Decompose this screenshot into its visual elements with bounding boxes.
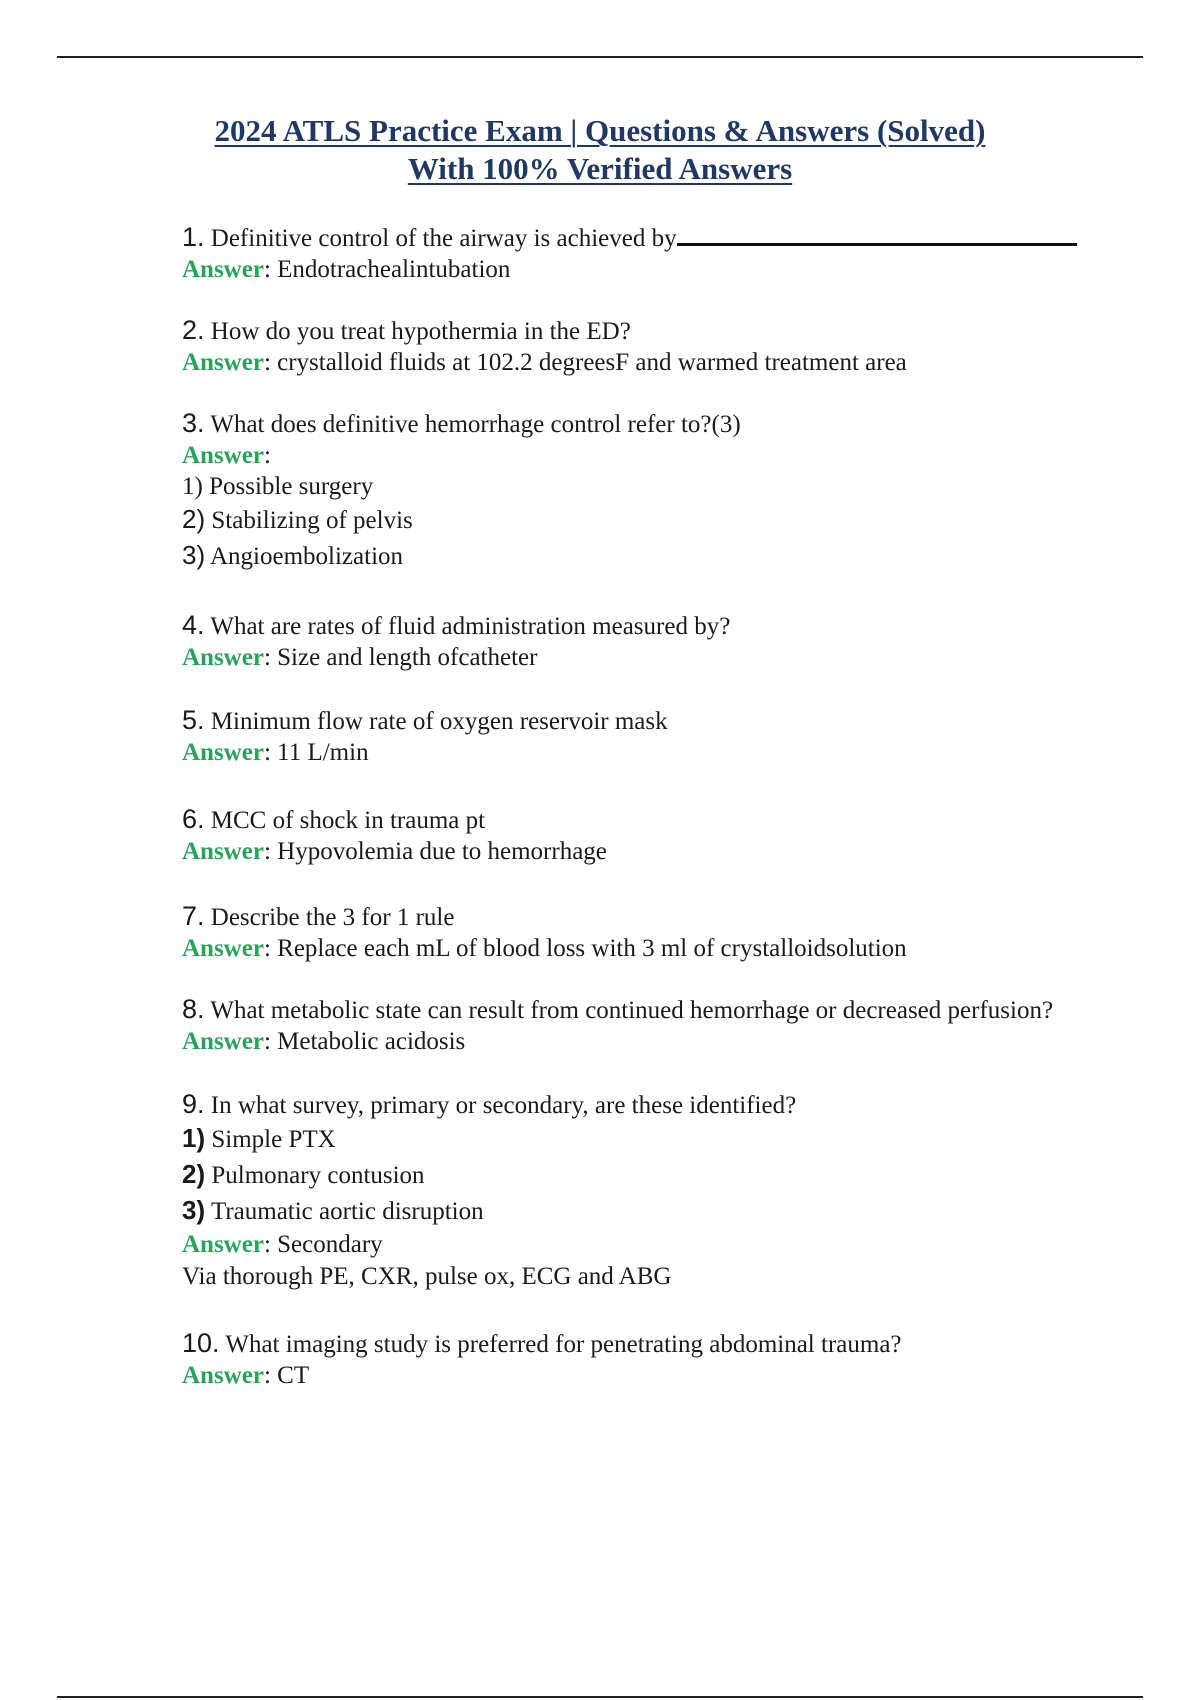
answer-item-number: 3) — [182, 540, 206, 570]
question-text: How do you treat hypothermia in the ED? — [210, 318, 631, 345]
answer-text: Endotrachealintubation — [277, 256, 511, 283]
question-number: 8. — [182, 994, 205, 1024]
answer-item-2 — [182, 502, 1142, 538]
question-6 — [182, 804, 1142, 836]
qa-item-7 — [182, 901, 1142, 964]
answer-text: Size and length ofcatheter — [277, 644, 538, 671]
qa-item-1 — [182, 222, 1142, 285]
answer-label: Answer — [182, 442, 264, 469]
answer-text: crystalloid fluids at 102.2 degreesF and warmed treatment area — [277, 349, 907, 376]
answer-text: CT — [277, 1362, 310, 1389]
question-text: What does definitive hemorrhage control refer to?(3) — [210, 411, 741, 438]
answer-label: Answer — [182, 935, 264, 962]
answer-label: Answer — [182, 1028, 264, 1055]
answer-item-text: Stabilizing of pelvis — [211, 507, 413, 534]
question-item-text: Simple PTX — [211, 1126, 336, 1153]
answer-text: Secondary — [277, 1231, 383, 1258]
answer-item-text: Angioembolization — [210, 543, 404, 570]
question-5 — [182, 705, 1142, 737]
answer-label: Answer — [182, 644, 264, 671]
question-3 — [182, 408, 1142, 440]
question-text: What are rates of fluid administration measured by? — [210, 613, 731, 640]
answer-label: Answer — [182, 256, 264, 283]
question-item-text: Traumatic aortic disruption — [210, 1198, 484, 1225]
question-number: 10. — [182, 1328, 220, 1358]
question-7 — [182, 901, 1142, 933]
question-text: In what survey, primary or secondary, are these identified? — [210, 1092, 797, 1119]
question-number: 5. — [182, 705, 205, 735]
question-text: Describe the 3 for 1 rule — [210, 904, 455, 931]
title-line-2: With 100% Verified Answers — [407, 151, 793, 186]
question-item-number: 1) — [182, 1123, 206, 1153]
qa-item-5 — [182, 705, 1142, 768]
question-item-2 — [182, 1157, 1142, 1193]
answer-6: Answer: Hypovolemia due to hemorrhage — [182, 838, 607, 865]
answer-8: Answer: Metabolic acidosis — [182, 1028, 466, 1055]
question-text: Definitive control of the airway is achieved by — [210, 225, 677, 252]
answer-text: Hypovolemia due to hemorrhage — [277, 838, 607, 865]
qa-item-4 — [182, 610, 1142, 673]
qa-item-2 — [182, 315, 1142, 378]
question-1 — [182, 222, 1142, 254]
question-item-1 — [182, 1121, 1142, 1157]
document-title — [0, 112, 1200, 188]
answer-9: Answer: Secondary — [182, 1231, 383, 1258]
answer-label: Answer — [182, 838, 264, 865]
question-4 — [182, 610, 1142, 642]
question-text: What imaging study is preferred for penetrating abdominal trauma? — [225, 1331, 902, 1358]
answer-item-3 — [182, 538, 1142, 574]
qa-item-6 — [182, 804, 1142, 867]
answer-10: Answer: CT — [182, 1362, 310, 1389]
question-9 — [182, 1089, 1142, 1121]
title-line-1: 2024 ATLS Practice Exam | Questions & Answers (Solved) — [214, 113, 986, 148]
answer-text: 11 L/min — [277, 739, 369, 766]
answer-label: Answer — [182, 1362, 264, 1389]
question-2 — [182, 315, 1142, 347]
answer-blank-line — [677, 225, 1077, 246]
top-rule — [57, 56, 1143, 58]
question-number: 2. — [182, 315, 205, 345]
question-item-3 — [182, 1193, 1142, 1229]
qa-item-10 — [182, 1328, 1142, 1391]
answer-7: Answer: Replace each mL of blood loss with 3 ml of crystalloidsolution — [182, 935, 907, 962]
qa-item-8 — [182, 994, 1142, 1057]
answer-label: Answer — [182, 739, 264, 766]
qa-item-9 — [182, 1089, 1142, 1294]
answer-label: Answer — [182, 349, 264, 376]
answer-4: Answer: Size and length ofcatheter — [182, 644, 538, 671]
answer-5: Answer: 11 L/min — [182, 739, 369, 766]
answer-text: Replace each mL of blood loss with 3 ml of crystalloidsolution — [277, 935, 907, 962]
question-text: Minimum flow rate of oxygen reservoir mask — [210, 708, 668, 735]
answer-text: Metabolic acidosis — [277, 1028, 466, 1055]
question-number: 1. — [182, 222, 205, 252]
answer-item-number: 1) — [182, 473, 203, 500]
answer-item-number: 2) — [182, 504, 206, 534]
question-10 — [182, 1328, 1142, 1360]
question-8 — [182, 994, 1142, 1026]
question-item-number: 3) — [182, 1195, 206, 1225]
question-number: 4. — [182, 610, 205, 640]
answer-label: Answer — [182, 1231, 264, 1258]
bottom-rule — [57, 1696, 1143, 1698]
question-number: 7. — [182, 901, 205, 931]
question-item-number: 2) — [182, 1159, 206, 1189]
question-text: MCC of shock in trauma pt — [210, 807, 486, 834]
question-text: What metabolic state can result from continued hemorrhage or decreased perfusion? — [210, 997, 1054, 1024]
question-item-text: Pulmonary contusion — [211, 1162, 425, 1189]
question-number: 9. — [182, 1089, 205, 1119]
answer-item-text: Possible surgery — [209, 473, 374, 500]
qa-item-3 — [182, 408, 1142, 574]
answer-1: Answer: Endotrachealintubation — [182, 256, 511, 283]
question-number: 3. — [182, 408, 205, 438]
answer-9-note: Via thorough PE, CXR, pulse ox, ECG and ABG — [182, 1263, 672, 1290]
question-number: 6. — [182, 804, 205, 834]
answer-item-1 — [182, 471, 1142, 502]
qa-list — [182, 222, 1142, 1391]
answer-2: Answer: crystalloid fluids at 102.2 degreesF and warmed treatment area — [182, 349, 907, 376]
answer-3: Answer: — [182, 442, 271, 469]
